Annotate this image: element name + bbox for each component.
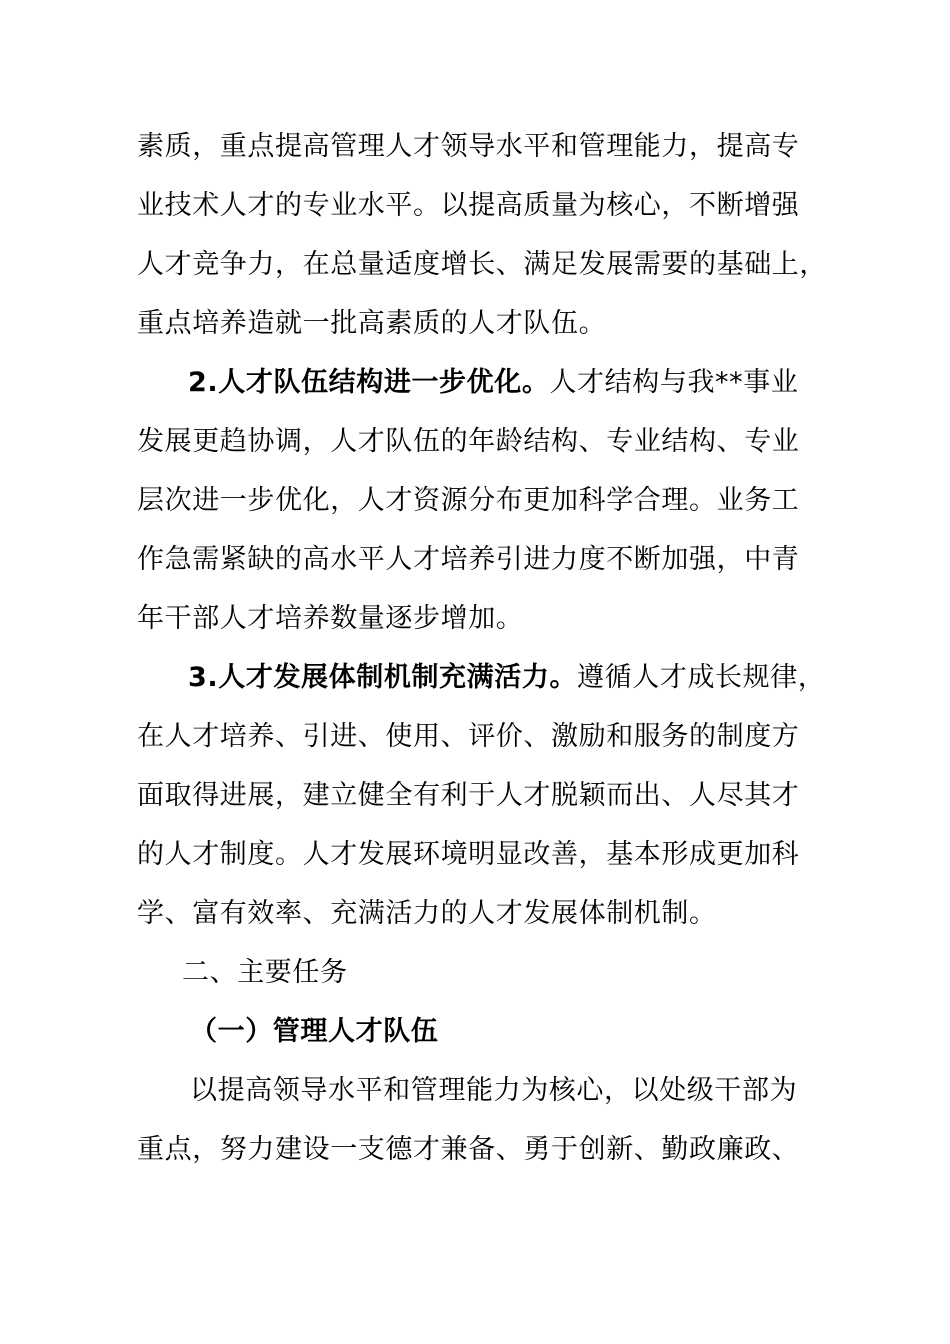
item-heading: 2.人才队伍结构进一步优化。: [188, 367, 550, 398]
body-line: [137, 776, 799, 816]
body-line: [137, 1130, 799, 1170]
line-text: 作急需紧缺的高水平人才培养引进力度不断加强，中青: [137, 544, 800, 575]
line-text: 学、富有效率、充满活力的人才发展体制机制。: [137, 898, 717, 929]
line-text: 层次进一步优化，人才资源分布更加科学合理。业务工: [137, 485, 800, 516]
line-text: 遵循人才成长规律，: [577, 662, 826, 693]
body-line: [137, 540, 799, 580]
line-text: 业技术人才的专业水平。以提高质量为核心，不断增强: [137, 190, 800, 221]
body-line: [137, 422, 799, 462]
line-text: 面取得进展，建立健全有利于人才脱颖而出、人尽其才: [137, 780, 800, 811]
line-text: 年干部人才培养数量逐步增加。: [137, 603, 524, 634]
line-text: 素质，重点提高管理人才领导水平和管理能力，提高专: [137, 131, 800, 162]
body-line: [190, 1071, 797, 1111]
body-line: [137, 304, 606, 344]
line-text: 人才竞争力，在总量适度增长、满足发展需要的基础上，: [137, 249, 827, 280]
body-line: [137, 481, 799, 521]
body-line: [137, 894, 717, 934]
body-line: [137, 127, 799, 167]
line-text: 发展更趋协调，人才队伍的年龄结构、专业结构、专业: [137, 426, 800, 457]
item-heading: 3.人才发展体制机制充满活力。: [188, 662, 578, 693]
line-text: 人才结构与我**事业: [549, 367, 799, 398]
line-text: 重点培养造就一批高素质的人才队伍。: [137, 308, 607, 339]
line-text: 以提高领导水平和管理能力为核心，以处级干部为: [190, 1075, 798, 1106]
subsection-title: （一）管理人才队伍: [190, 1016, 439, 1047]
body-line: [137, 717, 799, 757]
body-line: [137, 599, 523, 639]
line-text: 的人才制度。人才发展环境明显改善，基本形成更加科: [137, 839, 800, 870]
line-text: 重点，努力建设一支德才兼备、勇于创新、勤政廉政、: [137, 1134, 800, 1165]
body-line: [137, 835, 799, 875]
numbered-item-2: [188, 363, 798, 403]
subsection-heading: [190, 1012, 438, 1052]
section-title: 二、主要任务: [182, 957, 348, 988]
section-heading: [182, 953, 348, 993]
line-text: 在人才培养、引进、使用、评价、激励和服务的制度方: [137, 721, 800, 752]
body-line: [137, 245, 827, 285]
body-line: [137, 186, 799, 226]
numbered-item-3: [188, 658, 825, 698]
